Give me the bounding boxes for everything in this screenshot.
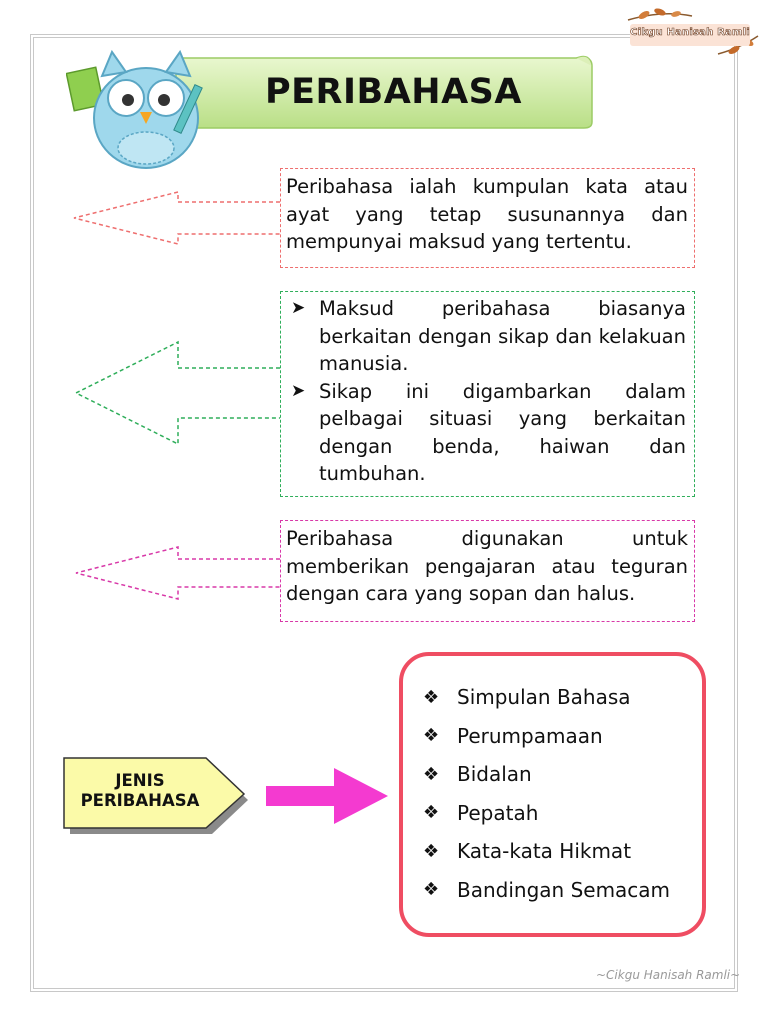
bullet-text: Sikap ini digambarkan dalam pelbagai situasi yang berkaitan dengan benda, haiwan dan tumbuhan. (319, 379, 686, 485)
list-item (423, 794, 702, 833)
left-arrow-icon (72, 340, 282, 446)
author-tag-text: Cikgu Hanisah Ramli (630, 27, 750, 38)
right-arrow-icon (264, 766, 390, 826)
list-item (423, 755, 702, 794)
list-item (423, 871, 702, 910)
left-arrow-icon (72, 545, 282, 601)
list-item (423, 717, 702, 756)
diamond-bullet-icon: ❖ (423, 840, 440, 862)
author-tag-box (630, 24, 750, 46)
types-list (423, 678, 702, 909)
diamond-bullet-icon: ❖ (423, 725, 440, 747)
bullet-item (291, 378, 686, 488)
list-item-text: Bandingan Semacam (457, 877, 671, 902)
types-list-box (399, 652, 706, 937)
list-item-text: Pepatah (457, 800, 539, 825)
footer-credit: ~Cikgu Hanisah Ramli~ (596, 968, 741, 982)
owl-mascot-icon (66, 40, 216, 175)
purpose-text: Peribahasa digunakan untuk memberikan pengajaran atau teguran dengan cara yang sopan dan halus. (286, 527, 688, 605)
diamond-bullet-icon: ❖ (423, 802, 440, 824)
left-arrow-icon (70, 190, 282, 246)
jenis-label (66, 771, 214, 811)
arrowhead-bullet-icon: ➤ (291, 298, 306, 318)
bullet-text: Maksud peribahasa biasanya berkaitan dengan sikap dan kelakuan manusia. (319, 297, 686, 375)
diamond-bullet-icon: ❖ (423, 686, 440, 708)
jenis-label-line1: JENIS (115, 771, 165, 790)
page-title: PERIBAHASA (265, 72, 522, 112)
definition-box (280, 168, 695, 268)
list-item-text: Bidalan (457, 762, 532, 787)
list-item (423, 678, 702, 717)
list-item-text: Perumpamaan (457, 723, 603, 748)
list-item-text: Kata-kata Hikmat (457, 839, 632, 864)
list-item-text: Simpulan Bahasa (457, 685, 631, 710)
meaning-box (280, 291, 695, 497)
bullet-item (291, 295, 686, 378)
author-tag (622, 6, 762, 62)
purpose-box (280, 520, 695, 622)
definition-text: Peribahasa ialah kumpulan kata atau ayat yang tetap susunannya dan mempunyai maksud yang tertentu. (286, 175, 688, 253)
arrowhead-bullet-icon: ➤ (291, 380, 306, 401)
jenis-label-line2: PERIBAHASA (80, 791, 200, 810)
diamond-bullet-icon: ❖ (423, 763, 440, 785)
list-item (423, 832, 702, 871)
diamond-bullet-icon: ❖ (423, 879, 440, 901)
